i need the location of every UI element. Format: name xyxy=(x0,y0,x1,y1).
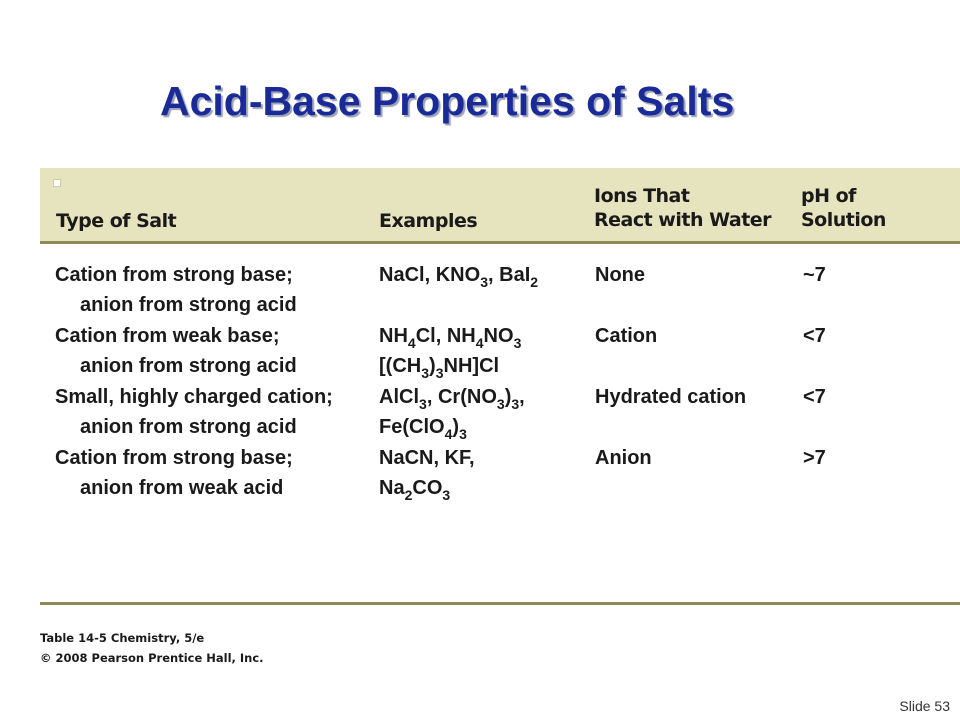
table-row-2-ions: Cation xyxy=(595,325,658,347)
row-3-examples-line1: AlCl$_3$, $Cr(NO_3)_3$, xyxy=(379,386,525,412)
table-row-2-examples xyxy=(379,321,521,381)
row-3-examples-line2: $Fe(ClO_4)_3$ xyxy=(379,416,467,442)
row-1-examples-line1: NaCl, $KNO_3$, BaI$_2$ xyxy=(379,264,539,290)
table-row-2-ph: <7 xyxy=(803,325,826,347)
header-type-of-salt: Type of Salt xyxy=(56,210,177,232)
header-ions-line2: React with Water xyxy=(594,209,772,231)
table-row-3-ph: <7 xyxy=(803,386,826,408)
table-row-3-ions: Hydrated cation xyxy=(595,386,747,408)
table-row-3-examples xyxy=(379,382,525,442)
table-bottom-rule xyxy=(40,602,960,605)
row-1-type-line2: anion from strong acid xyxy=(80,294,297,316)
row-2-type-line2: anion from strong acid xyxy=(80,355,297,377)
table-row-1-type xyxy=(55,260,297,320)
slide-number: Slide 53 xyxy=(899,698,950,714)
table-row-3-type xyxy=(55,382,333,442)
header-examples: Examples xyxy=(379,210,478,232)
header-ph-of-solution xyxy=(801,184,886,232)
table-row-2-type xyxy=(55,321,297,381)
header-ions-that-react xyxy=(594,184,771,232)
row-4-examples-line1: NaCN, KF, xyxy=(379,447,475,469)
caption-line2: © 2008 Pearson Prentice Hall, Inc. xyxy=(40,651,264,665)
slide-title: Acid-Base Properties of Salts xyxy=(160,78,735,124)
header-ions-line1: Ions That xyxy=(594,185,690,207)
row-4-type-line2: anion from weak acid xyxy=(80,477,284,499)
table-header xyxy=(40,168,960,244)
table-row-1-ions: None xyxy=(595,264,645,286)
table-row-4-examples xyxy=(379,443,475,503)
row-2-type-line1: Cation from weak base; xyxy=(55,325,280,347)
header-ph-line1: pH of xyxy=(801,185,856,207)
table-row-1-examples xyxy=(379,260,538,290)
header-ph-line2: Solution xyxy=(801,209,886,231)
row-2-examples-line1: $NH_4Cl$, $NH_4NO_3$ xyxy=(379,325,522,351)
table-caption xyxy=(40,628,264,668)
row-3-type-line1: Small, highly charged cation; xyxy=(55,386,333,408)
row-4-examples-line2: $Na_2CO_3$ xyxy=(379,477,451,503)
row-4-type-line1: Cation from strong base; xyxy=(55,447,293,469)
table-row-4-type xyxy=(55,443,293,503)
caption-line1: Table 14-5 Chemistry, 5/e xyxy=(40,631,205,645)
table-row-4-ions: Anion xyxy=(595,447,652,469)
row-3-type-line2: anion from strong acid xyxy=(80,416,297,438)
table-row-4-ph: >7 xyxy=(803,447,826,469)
row-2-examples-line2: $[(CH_3)_3NH]Cl$ xyxy=(379,355,500,381)
bullet-marker xyxy=(53,179,61,187)
row-1-type-line1: Cation from strong base; xyxy=(55,264,293,286)
table-row-1-ph: ~7 xyxy=(803,264,826,286)
